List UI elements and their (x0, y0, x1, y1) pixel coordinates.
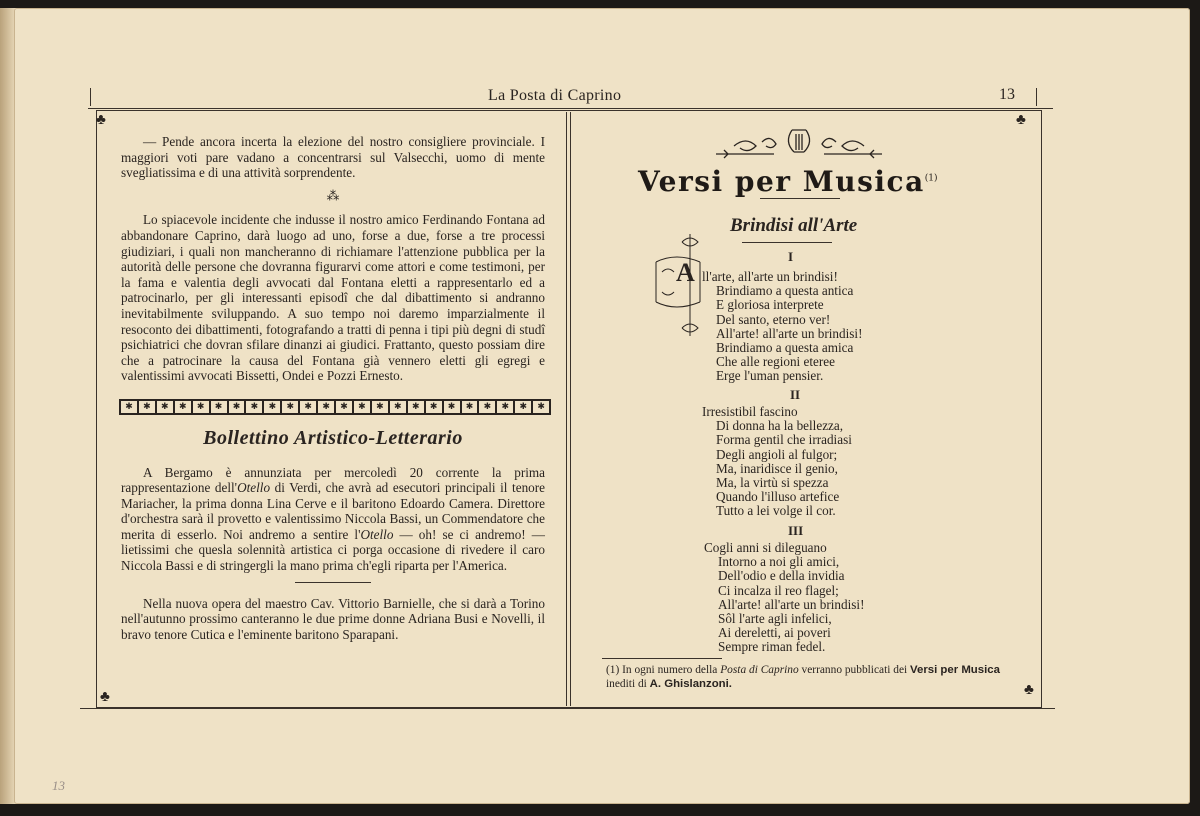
section-title: Bollettino Artistico-Letterario (203, 426, 463, 449)
verse-line: Quando l'illuso artefice (716, 489, 840, 505)
verse-line: All'arte! all'arte un brindisi! (716, 325, 863, 341)
poem-title-rule (742, 242, 832, 243)
verse-line: Di donna ha la bellezza, (716, 418, 844, 434)
footnote: (1) In ogni numero della Posta di Caprino verranno pubblicati dei Versi per Musica inediti di A. Ghislanzoni. (606, 664, 1000, 690)
verse-line: Cogli anni si dileguano (704, 540, 827, 555)
club-ornament-icon: ♣ (1016, 112, 1026, 128)
paragraph-otello: A Bergamo è annunziata per mercoledì 20 corrente la prima rappresentazione dell'Otello di Verdi, che avrà ad esecutori principali il tenore Mariacher, la prima donna Lina Cerve e il baritono Edoardo Camera. Direttore d'orchestra sarà il provetto e valentissimo Niccola Bassi, un Commendatore che merita di esserlo. Noi andremo a sentire l'Otello — oh! se ci andremo! — lietissimi che quesla solennità artistica ci porga occasione di rivedere il caro Niccola Bassi e di stringergli la mano prima ch'egli riparta per l'America. (121, 464, 546, 574)
verse-line: E gloriosa interprete (716, 297, 824, 313)
stanza-number-2: II (790, 387, 801, 402)
verse-line: Ci incalza il reo flagel; (718, 582, 839, 598)
header-tick-left (90, 88, 91, 106)
running-head: La Posta di Caprino (488, 87, 622, 104)
lyre-ornament-icon (714, 124, 884, 164)
pencil-page-mark: 13 (52, 778, 65, 793)
asterism: ⁂ (326, 187, 340, 203)
footnote-rule (602, 658, 722, 659)
short-rule (295, 582, 371, 583)
stanza-2 (702, 405, 852, 519)
verse-line: Del santo, eterno ver! (716, 311, 831, 327)
verse-line: Brindiamo a questa antica (716, 283, 854, 299)
paragraph-election: — Pende ancora incerta la elezione del nostro consigliere provinciale. I maggiori voti pare vadano a concentrarsi sul Valsecchi, uomo di mente svegliatissima e di una attività sorprendente. (121, 134, 545, 181)
verse-line: Forma gentil che irradiasi (716, 432, 852, 448)
left-column (121, 134, 545, 642)
verse-line: Brindiamo a questa amica (716, 340, 854, 356)
verse-line: Sôl l'arte agli infelici, (718, 611, 832, 627)
poem-section-title: Versi per Musica$^{(1)}$ (638, 165, 938, 198)
stanza-number-1: I (788, 249, 794, 264)
verse-line: Erge l'uman pensier. (716, 368, 824, 384)
verse-line: Intorno a noi gli amici, (718, 554, 840, 570)
title-rule (760, 198, 840, 199)
verse-line: Sempre riman fedel. (718, 639, 826, 655)
stanza-3 (704, 541, 864, 655)
verse-line: Ma, inaridisce il genio, (716, 460, 838, 476)
stanza-1 (702, 270, 862, 384)
verse-line: ll'arte, all'arte un brindisi! (702, 269, 838, 284)
stanza-number-3: III (788, 523, 804, 538)
verse-line: Irresistibil fascino (702, 404, 798, 419)
header-tick-right (1036, 88, 1037, 106)
paragraph-fontana: Lo spiacevole incidente che indusse il nostro amico Ferdinando Fontana ad abbandonare Caprino, darà luogo ad uno, forse a due, forse a tre processi giudiziari, i quali non mancheranno di richiamare l'attenzione pubblica per la autorità delle persone che dovranna figurarvi come attori e come testimoni, per la fama e valentia degli avvocati dal Fontana eletti a rappresentarlo ed a patrocinarlo, per gli interessanti episodî che dal dibattimento si andranno inevitabilmente sviluppando. A suo tempo noi daremo imparzialmente il resoconto dei dibattimenti, fotografando a tratti di penna i tipi più degni di studî psichiatrici che dovran sfilare dinanzi ai giudici. Frattanto, questo possiam dire che a patrocinare la causa del Fontana già vennero eletti gli egregi e valentissimi avvocati Bissetti, Ondei e Pozzi Ernesto. (121, 212, 545, 384)
verse-line: Ma, la virtù si spezza (716, 475, 829, 491)
verse-line: Ai dereletti, ai poveri (718, 625, 831, 641)
paragraph-barnielle: Nella nuova opera del maestro Cav. Vittorio Barnielle, che si darà a Torino nell'autunno prossimo canteranno le due prime donne Adriana Busi e Novelli, il bravo tenore Cutica e l'eminente baritono Sparapani. (121, 595, 545, 642)
decorative-band: ✱ ✱ ✱ ✱ ✱ ✱ ✱ ✱ ✱ ✱ ✱ ✱ ✱ ✱ ✱ ✱ ✱ ✱ ✱ ✱ ✱ ✱ ✱ ✱ (119, 399, 551, 415)
bottom-rule (80, 708, 1055, 709)
verse-line: Dell'odio e della invidia (718, 568, 845, 584)
verse-line: Che alle regioni eteree (716, 354, 835, 370)
club-ornament-icon: ♣ (96, 112, 106, 128)
verse-line: Degli angioli al fulgor; (716, 446, 838, 462)
poem-title: Brindisi all'Arte (730, 215, 858, 236)
verse-line: Tutto a lei volge il cor. (716, 503, 836, 519)
page-number: 13 (999, 86, 1015, 103)
dropcap-letter: A (676, 258, 695, 287)
verse-line: All'arte! all'arte un brindisi! (718, 596, 865, 612)
club-ornament-icon: ♣ (1024, 682, 1034, 698)
column-divider (566, 112, 571, 706)
club-ornament-icon: ♣ (100, 689, 110, 705)
